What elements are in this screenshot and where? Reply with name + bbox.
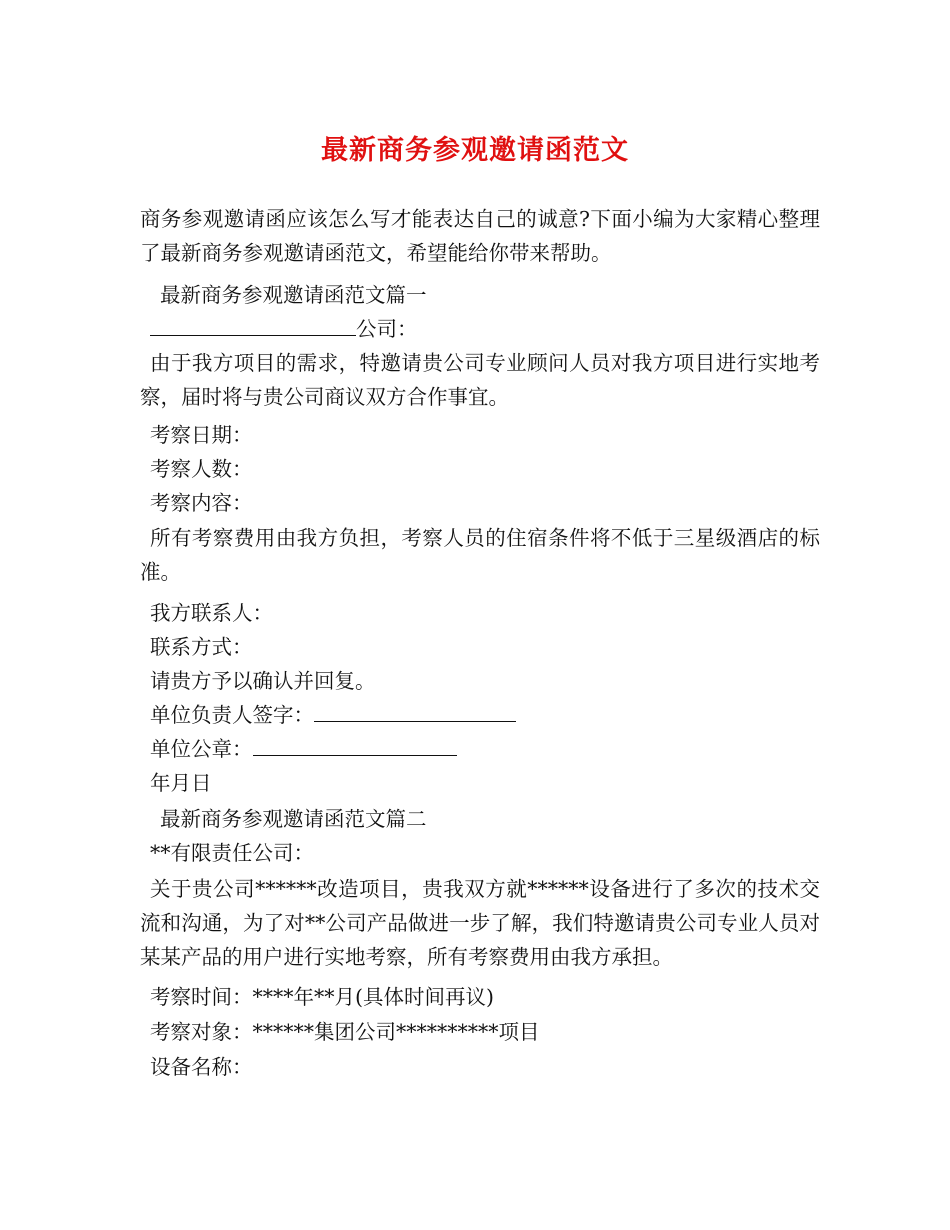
contact-person-label: 我方联系人： <box>150 601 273 625</box>
inspection-people-label: 考察人数： <box>150 457 253 481</box>
signature-blank-line <box>314 699 516 722</box>
inspection-target-line: 考察对象：******集团公司**********项目 <box>150 1020 540 1044</box>
seal-blank-line <box>253 733 457 756</box>
article1-heading: 最新商务参观邀请函范文篇一 <box>160 283 427 307</box>
equipment-name-label: 设备名称： <box>150 1055 253 1079</box>
inspection-content-label: 考察内容： <box>150 491 253 515</box>
date-line: 年月日 <box>150 771 212 795</box>
article1-salutation <box>150 312 418 346</box>
inspection-time-line: 考察时间：****年**月(具体时间再议) <box>150 985 494 1009</box>
seal-label: 单位公章： <box>150 737 253 761</box>
signature-label: 单位负责人签字： <box>150 703 314 727</box>
seal-line <box>150 732 457 766</box>
cost-note: 所有考察费用由我方负担，考察人员的住宿条件将不低于三星级酒店的标准。 <box>140 526 820 584</box>
article1-body: 由于我方项目的需求，特邀请贵公司专业顾问人员对我方项目进行实地考察，届时将与贵公司商议双方合作事宜。 <box>140 351 820 409</box>
salutation-suffix: 公司： <box>356 317 418 341</box>
document-title: 最新商务参观邀请函范文 <box>321 135 629 166</box>
salutation-blank-line <box>150 313 356 336</box>
article2-heading: 最新商务参观邀请函范文篇二 <box>160 807 427 831</box>
intro-paragraph: 商务参观邀请函应该怎么写才能表达自己的诚意?下面小编为大家精心整理了最新商务参观邀请函范文，希望能给你带来帮助。 <box>140 207 820 265</box>
signature-line <box>150 698 516 732</box>
article2-body: 关于贵公司******改造项目，贵我双方就******设备进行了多次的技术交流和沟通，为了对**公司产品做进一步了解，我们特邀请贵公司专业人员对某某产品的用户进行实地考察，所有考察费用由我方承担。 <box>140 877 820 969</box>
contact-method-label: 联系方式： <box>150 635 253 659</box>
confirm-line: 请贵方予以确认并回复。 <box>150 669 376 693</box>
article2-salutation: **有限责任公司： <box>150 841 314 865</box>
inspection-date-label: 考察日期： <box>150 423 253 447</box>
